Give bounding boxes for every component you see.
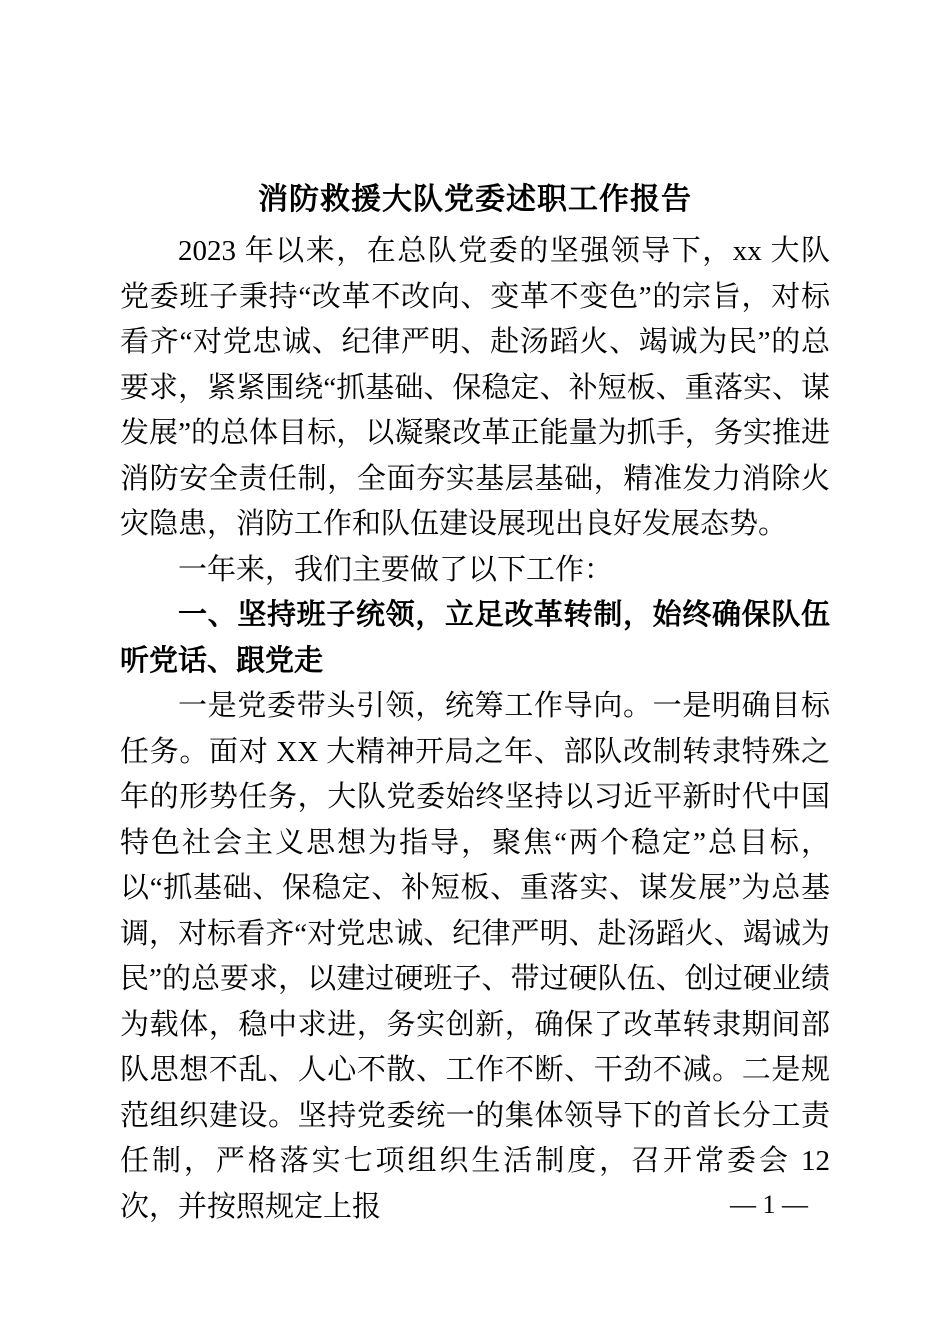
- section-1-heading: 一、坚持班子统领，立足改革转制，始终确保队伍听党话、跟党走: [120, 599, 830, 677]
- section-1-body-paragraph: 一是党委带头引领，统筹工作导向。一是明确目标任务。面对 XX 大精神开局之年、部队改制转隶特殊之年的形势任务，大队党委始终坚持以习近平新时代中国特色社会主义思想为指导，聚焦“两个稳定”总目标，以“抓基础、保稳定、补短板、重落实、谋发展”为总基调，对标看齐“对党忠诚、纪律严明、赴汤蹈火、竭诚为民”的总要求，以建过硬班子、带过硬队伍、创过硬业绩为载体，稳中求进，务实创新，确保了改革转隶期间部队思想不乱、人心不散、工作不断、干劲不减。二是规范组织建设。坚持党委统一的集体领导下的首长分工责任制，严格落实七项组织生活制度，召开常委会 12 次，并按照规定上报: [120, 690, 830, 1223]
- page-number: — 1 —: [730, 1190, 808, 1219]
- lead-in-paragraph: 一年来，我们主要做了以下工作：: [178, 553, 614, 586]
- intro-paragraph: 2023 年以来，在总队党委的坚强领导下，xx 大队党委班子秉持“改革不改向、变革不变色”的宗旨，对标看齐“对党忠诚、纪律严明、赴汤蹈火、竭诚为民”的总要求，紧紧围绕“抓基础、保稳定、补短板、重落实、谋发展”的总体目标，以凝聚改革正能量为抓手，务实推进消防安全责任制，全面夯实基层基础，精准发力消除火灾隐患，消防工作和队伍建设展现出良好发展态势。: [120, 235, 830, 540]
- document-content: [120, 178, 830, 1230]
- document-title: 消防救援大队党委述职工作报告: [258, 183, 692, 216]
